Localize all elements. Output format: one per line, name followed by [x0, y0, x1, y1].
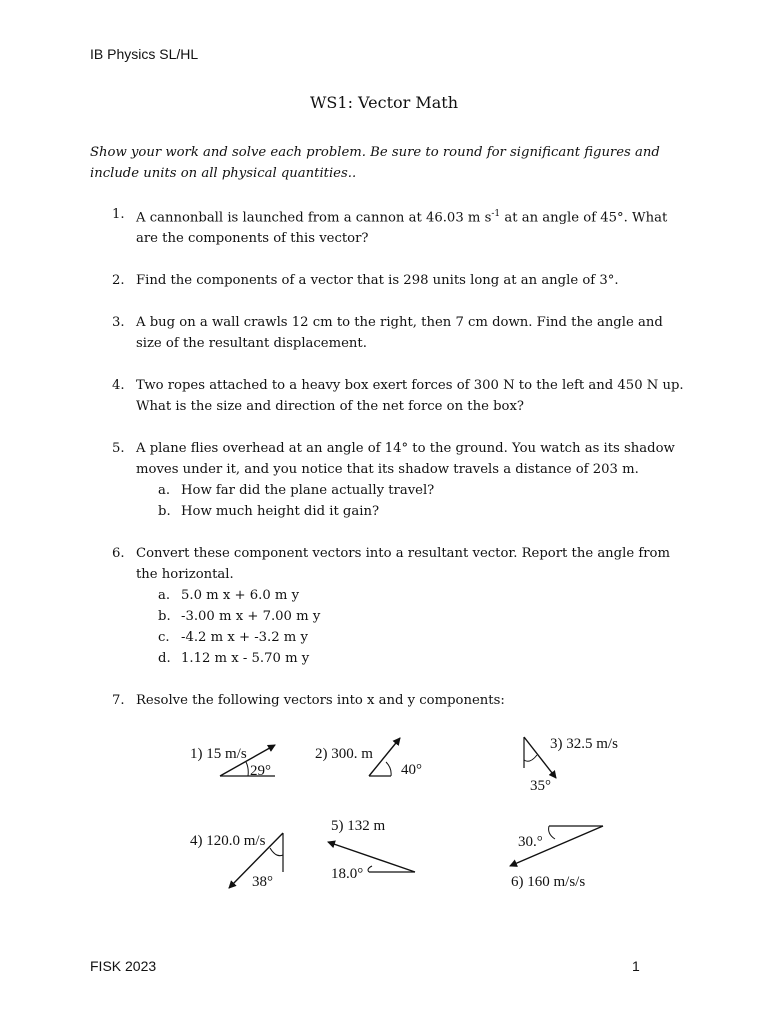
vector-2-arrow: [369, 738, 400, 776]
question-number: 6.: [112, 546, 125, 562]
vector-4-angle-arc: [270, 848, 283, 856]
vector-1: [190, 745, 275, 779]
subquestion: a. How far did the plane actually travel?: [158, 483, 435, 499]
subquestion-list: [136, 480, 690, 522]
question-text: Resolve the following vectors into x and y components:: [136, 693, 505, 709]
page-number: 1: [632, 958, 640, 974]
vector-5-angle: 18.0°: [331, 866, 364, 882]
vector-5: [328, 818, 415, 882]
question-number: 1.: [112, 207, 125, 222]
vector-3-angle-arc: [524, 755, 537, 761]
footer-author: FISK 2023: [90, 958, 157, 974]
course-header: IB Physics SL/HL: [90, 46, 199, 62]
question-3: [90, 312, 690, 354]
question-text-cont: at an angle of 45°. What are the components of this vector?: [136, 210, 668, 247]
question-number: 5.: [112, 441, 125, 457]
subquestion: c. -4.2 m x + -3.2 m y: [158, 630, 308, 646]
subquestion: d. 1.12 m x - 5.70 m y: [158, 651, 310, 667]
subquestion: a. 5.0 m x + 6.0 m y: [158, 588, 300, 604]
vector-3: [524, 736, 618, 794]
question-number: 3.: [112, 315, 125, 331]
vector-3-angle: 35°: [530, 778, 551, 794]
question-6: [90, 543, 690, 669]
question-text: A bug on a wall crawls 12 cm to the right, then 7 cm down. Find the angle and size of the resultant displacement.: [136, 315, 663, 352]
subquestion: b. How much height did it gain?: [158, 504, 380, 520]
question-text: A plane flies overhead at an angle of 14° to the ground. You watch as its shadow moves under it, and you notice that its shadow travels a distance of 203 m.: [136, 441, 675, 478]
vector-1-label: 1) 15 m/s: [190, 746, 247, 762]
question-number: 7.: [112, 693, 125, 709]
vector-6-angle: 30.°: [518, 834, 543, 850]
vector-5-angle-arc: [368, 866, 372, 872]
question-number: 4.: [112, 378, 125, 394]
question-5: [90, 438, 690, 522]
subquestion: b. -3.00 m x + 7.00 m y: [158, 609, 321, 625]
question-text: Two ropes attached to a heavy box exert forces of 300 N to the left and 450 N up. What is the size and direction of the net force on the box?: [136, 378, 684, 415]
subquestion-list: [136, 585, 690, 669]
vector-5-label: 5) 132 m: [331, 818, 386, 834]
vector-4: [190, 833, 283, 890]
vector-4-label: 4) 120.0 m/s: [190, 833, 266, 849]
vector-1-angle-arc: [246, 762, 248, 776]
question-text: Find the components of a vector that is 298 units long at an angle of 3°.: [136, 273, 619, 289]
question-2: [90, 270, 690, 291]
vector-6: [510, 826, 603, 890]
question-7: [90, 690, 690, 711]
instructions: Show your work and solve each problem. Be sure to round for significant figures and include units on all physical quantities..: [90, 145, 660, 181]
vector-3-label: 3) 32.5 m/s: [550, 736, 618, 752]
vector-2-label: 2) 300. m: [315, 746, 373, 762]
superscript: -1: [491, 209, 501, 219]
vector-4-angle: 38°: [252, 874, 273, 890]
vector-1-angle: 29°: [250, 763, 271, 779]
vector-6-label: 6) 160 m/s/s: [511, 874, 586, 890]
vector-2-angle-arc: [386, 762, 391, 776]
vector-2-angle: 40°: [401, 762, 422, 778]
vector-6-angle-arc: [549, 826, 555, 839]
question-1: [90, 204, 690, 249]
vector-2: [315, 738, 422, 778]
question-text: A cannonball is launched from a cannon at 46.03 m s: [136, 210, 492, 226]
question-number: 2.: [112, 273, 125, 289]
worksheet-title: WS1: Vector Math: [309, 93, 459, 112]
question-text: Convert these component vectors into a resultant vector. Report the angle from the horizontal.: [136, 546, 670, 583]
question-list: [90, 204, 690, 711]
vector-diagrams: [0, 720, 768, 900]
question-4: [90, 375, 690, 417]
